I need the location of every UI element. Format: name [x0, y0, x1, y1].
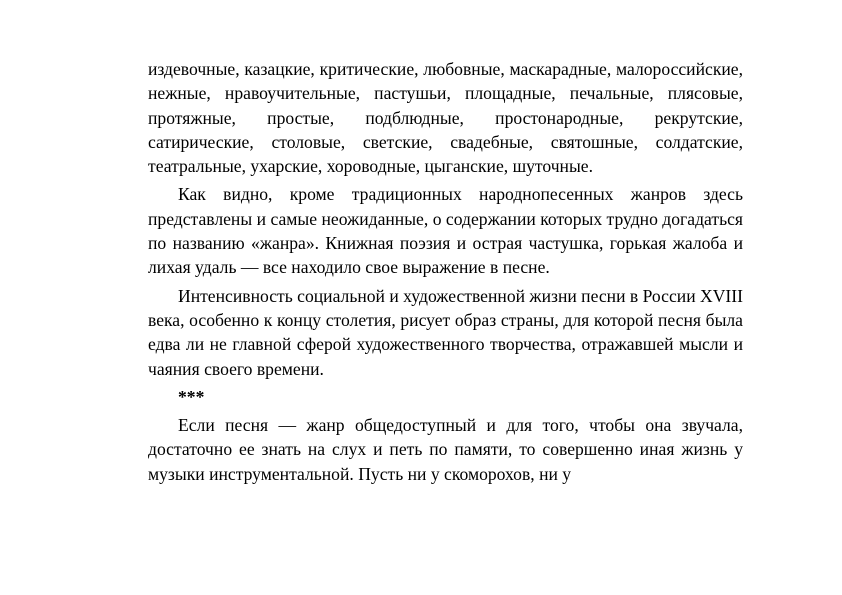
- paragraph-instrumental-music: Если песня — жанр общедоступный и для того, чтобы она звучала, достаточно ее знать на слух и петь по памяти, то совершенно иная жизнь у музыки инструментальной. Пусть ни у скоморохов, ни у: [148, 415, 743, 484]
- document-page: [148, 57, 743, 486]
- paragraph-song-intensity: Интенсивность социальной и художественной жизни песни в России XVIII века, особенно к концу столетия, рисует образ страны, для которой песня была едва ли не главной сферой художественного творчества, отражавшей мысли и чаяния своего времени.: [148, 285, 744, 379]
- paragraph-genres-comment: Как видно, кроме традиционных народнопесенных жанров здесь представлены и самые неожиданные, о содержании которых трудно догадаться по названию «жанра». Книжная поэзия и острая частушка, горькая жалоба и лихая удаль — все находило свое выражение в песне.: [148, 184, 743, 278]
- paragraph-genre-list: издевочные, казацкие, критические, любовные, маскарадные, малороссийские, нежные, нравоучительные, пастушьи, площадные, печальные, плясовые, протяжные, простые, подблюдные, простонародные, рекрутские, сатирические, столовые, светские, свадебные, святошные, солдатские, театральные, ухарские, хороводные, цыганские, шуточные.: [148, 59, 743, 177]
- section-separator: ***: [178, 386, 205, 407]
